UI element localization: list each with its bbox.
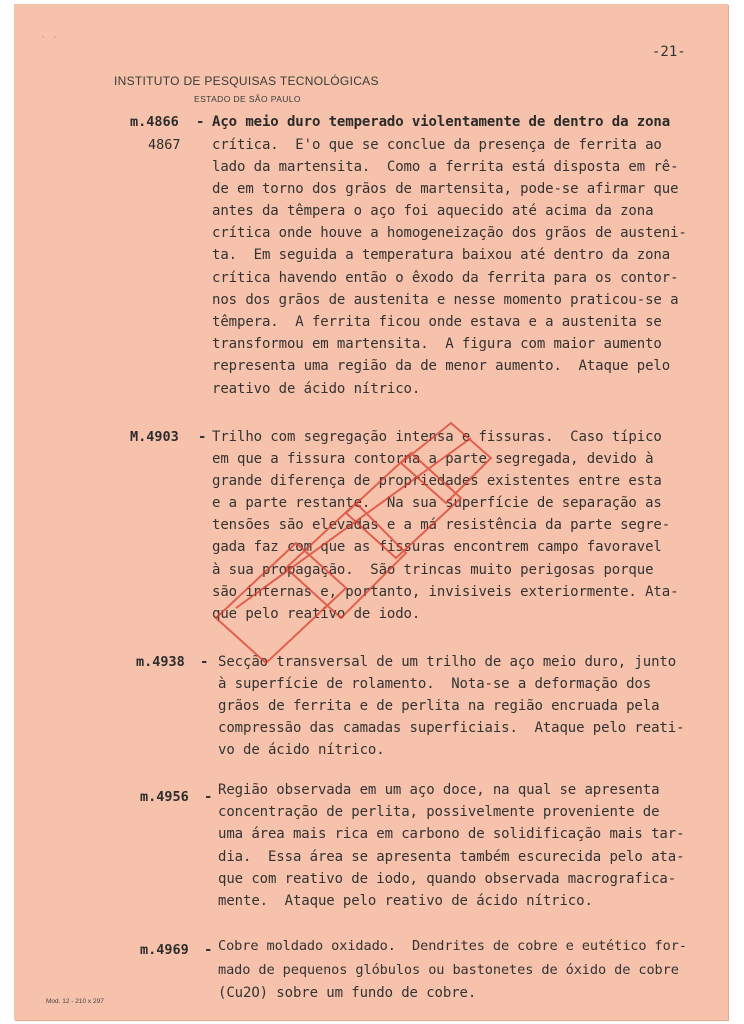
punch-marks: · · <box>40 32 59 43</box>
state-subheader: ESTADO DE SÃO PAULO <box>194 94 301 104</box>
entry-line: transformou em martensita. A figura com maior aumento <box>212 336 662 352</box>
entry-line: Cobre moldado oxidado. Dendrites de cobre e eutético for- <box>218 938 687 954</box>
entry-line: dia. Essa área se apresenta também escurecida pelo ata- <box>218 849 685 865</box>
entry-dash: - <box>196 114 205 130</box>
entry-line: tensões são elevadas e a má resistência da parte segre- <box>212 517 671 533</box>
entry-id: m.4866 <box>130 114 179 130</box>
entry-line: grande diferença de propriedades existentes entre esta <box>212 473 662 489</box>
entry-line: Aço meio duro temperado violentamente de dentro da zona <box>212 114 671 130</box>
entry-line: gada faz com que as fissuras encontrem campo favoravel <box>212 539 662 555</box>
entry-dash: - <box>204 942 213 958</box>
entry-line: compressão das camadas superficiais. Ataque pelo reati- <box>218 720 685 736</box>
entry-dash: - <box>198 429 207 445</box>
entry-line: são internas e, portanto, invisiveis exteriormente. Ata- <box>212 584 679 600</box>
entry-line: vo de ácido nítrico. <box>218 742 385 758</box>
entry-dash: - <box>204 789 213 805</box>
entry-line: (Cu2O) sobre um fundo de cobre. <box>218 985 477 1001</box>
entry-line: uma área mais rica em carbono de solidificação mais tar- <box>218 826 685 842</box>
entry-line: crítica onde houve a homogeneização dos grãos de austeni- <box>212 225 687 241</box>
entry-line: à superfície de rolamento. Nota-se a deformação dos <box>218 676 652 692</box>
entry-line: crítica havendo então o êxodo da ferrita para os contor- <box>212 270 679 286</box>
entry-line: mente. Ataque pelo reativo de ácido nítrico. <box>218 893 593 909</box>
entry-line: nos dos grãos de austenita e nesse momento praticou-se a <box>212 292 679 308</box>
entry-line: que com reativo de iodo, quando observada macrografica- <box>218 871 677 887</box>
entry-line: de em torno dos grãos de martensita, pode-se afirmar que <box>212 181 679 197</box>
entry-line: têmpera. A ferrita ficou onde estava e a austenita se <box>212 314 662 330</box>
form-code: Mod. 12 - 210 x 297 <box>46 998 104 1005</box>
entry-line: antes da têmpera o aço foi aquecido até acima da zona <box>212 203 654 219</box>
entry-line: lado da martensita. Como a ferrita está disposta em rê- <box>212 159 679 175</box>
entry-dash: - <box>200 654 209 670</box>
entry-line: Trilho com segregação intensa e fissuras. Caso típico <box>212 429 662 445</box>
entry-line: e a parte restante. Na sua superfície de separação as <box>212 495 662 511</box>
entry-line: crítica. E'o que se conclue da presença de ferrita ao <box>212 137 662 153</box>
entry-line: Secção transversal de um trilho de aço meio duro, junto <box>218 654 677 670</box>
entry-line: em que a fissura contorna a parte segregada, devido à <box>212 451 654 467</box>
entry-line: Região observada em um aço doce, na qual se apresenta <box>218 782 660 798</box>
entry-line: reativo de ácido nítrico. <box>212 381 421 397</box>
entry-id: m.4956 <box>140 789 189 805</box>
entry-line: mado de pequenos glóbulos ou bastonetes de óxido de cobre <box>218 962 679 978</box>
page-number: -21- <box>652 44 686 60</box>
entry-line: ta. Em seguida a temperatura baixou até dentro da zona <box>212 247 671 263</box>
institute-header: INSTITUTO DE PESQUISAS TECNOLÓGICAS <box>114 74 379 88</box>
entry-id: m.4938 <box>136 654 185 670</box>
entry-id: m.4969 <box>140 942 189 958</box>
entry-sub-id: 4867 <box>148 137 181 153</box>
document-page <box>14 4 728 1020</box>
entry-line: grãos de ferrita e de perlita na região encruada pela <box>218 698 660 714</box>
entry-line: representa uma região da de menor aumento. Ataque pelo <box>212 358 671 374</box>
entry-line: concentração de perlita, possivelmente proveniente de <box>218 804 660 820</box>
entry-line: que pelo reativo de iodo. <box>212 606 421 622</box>
entry-line: à sua propagação. São trincas muito perigosas porque <box>212 562 654 578</box>
entry-id: M.4903 <box>130 429 179 445</box>
